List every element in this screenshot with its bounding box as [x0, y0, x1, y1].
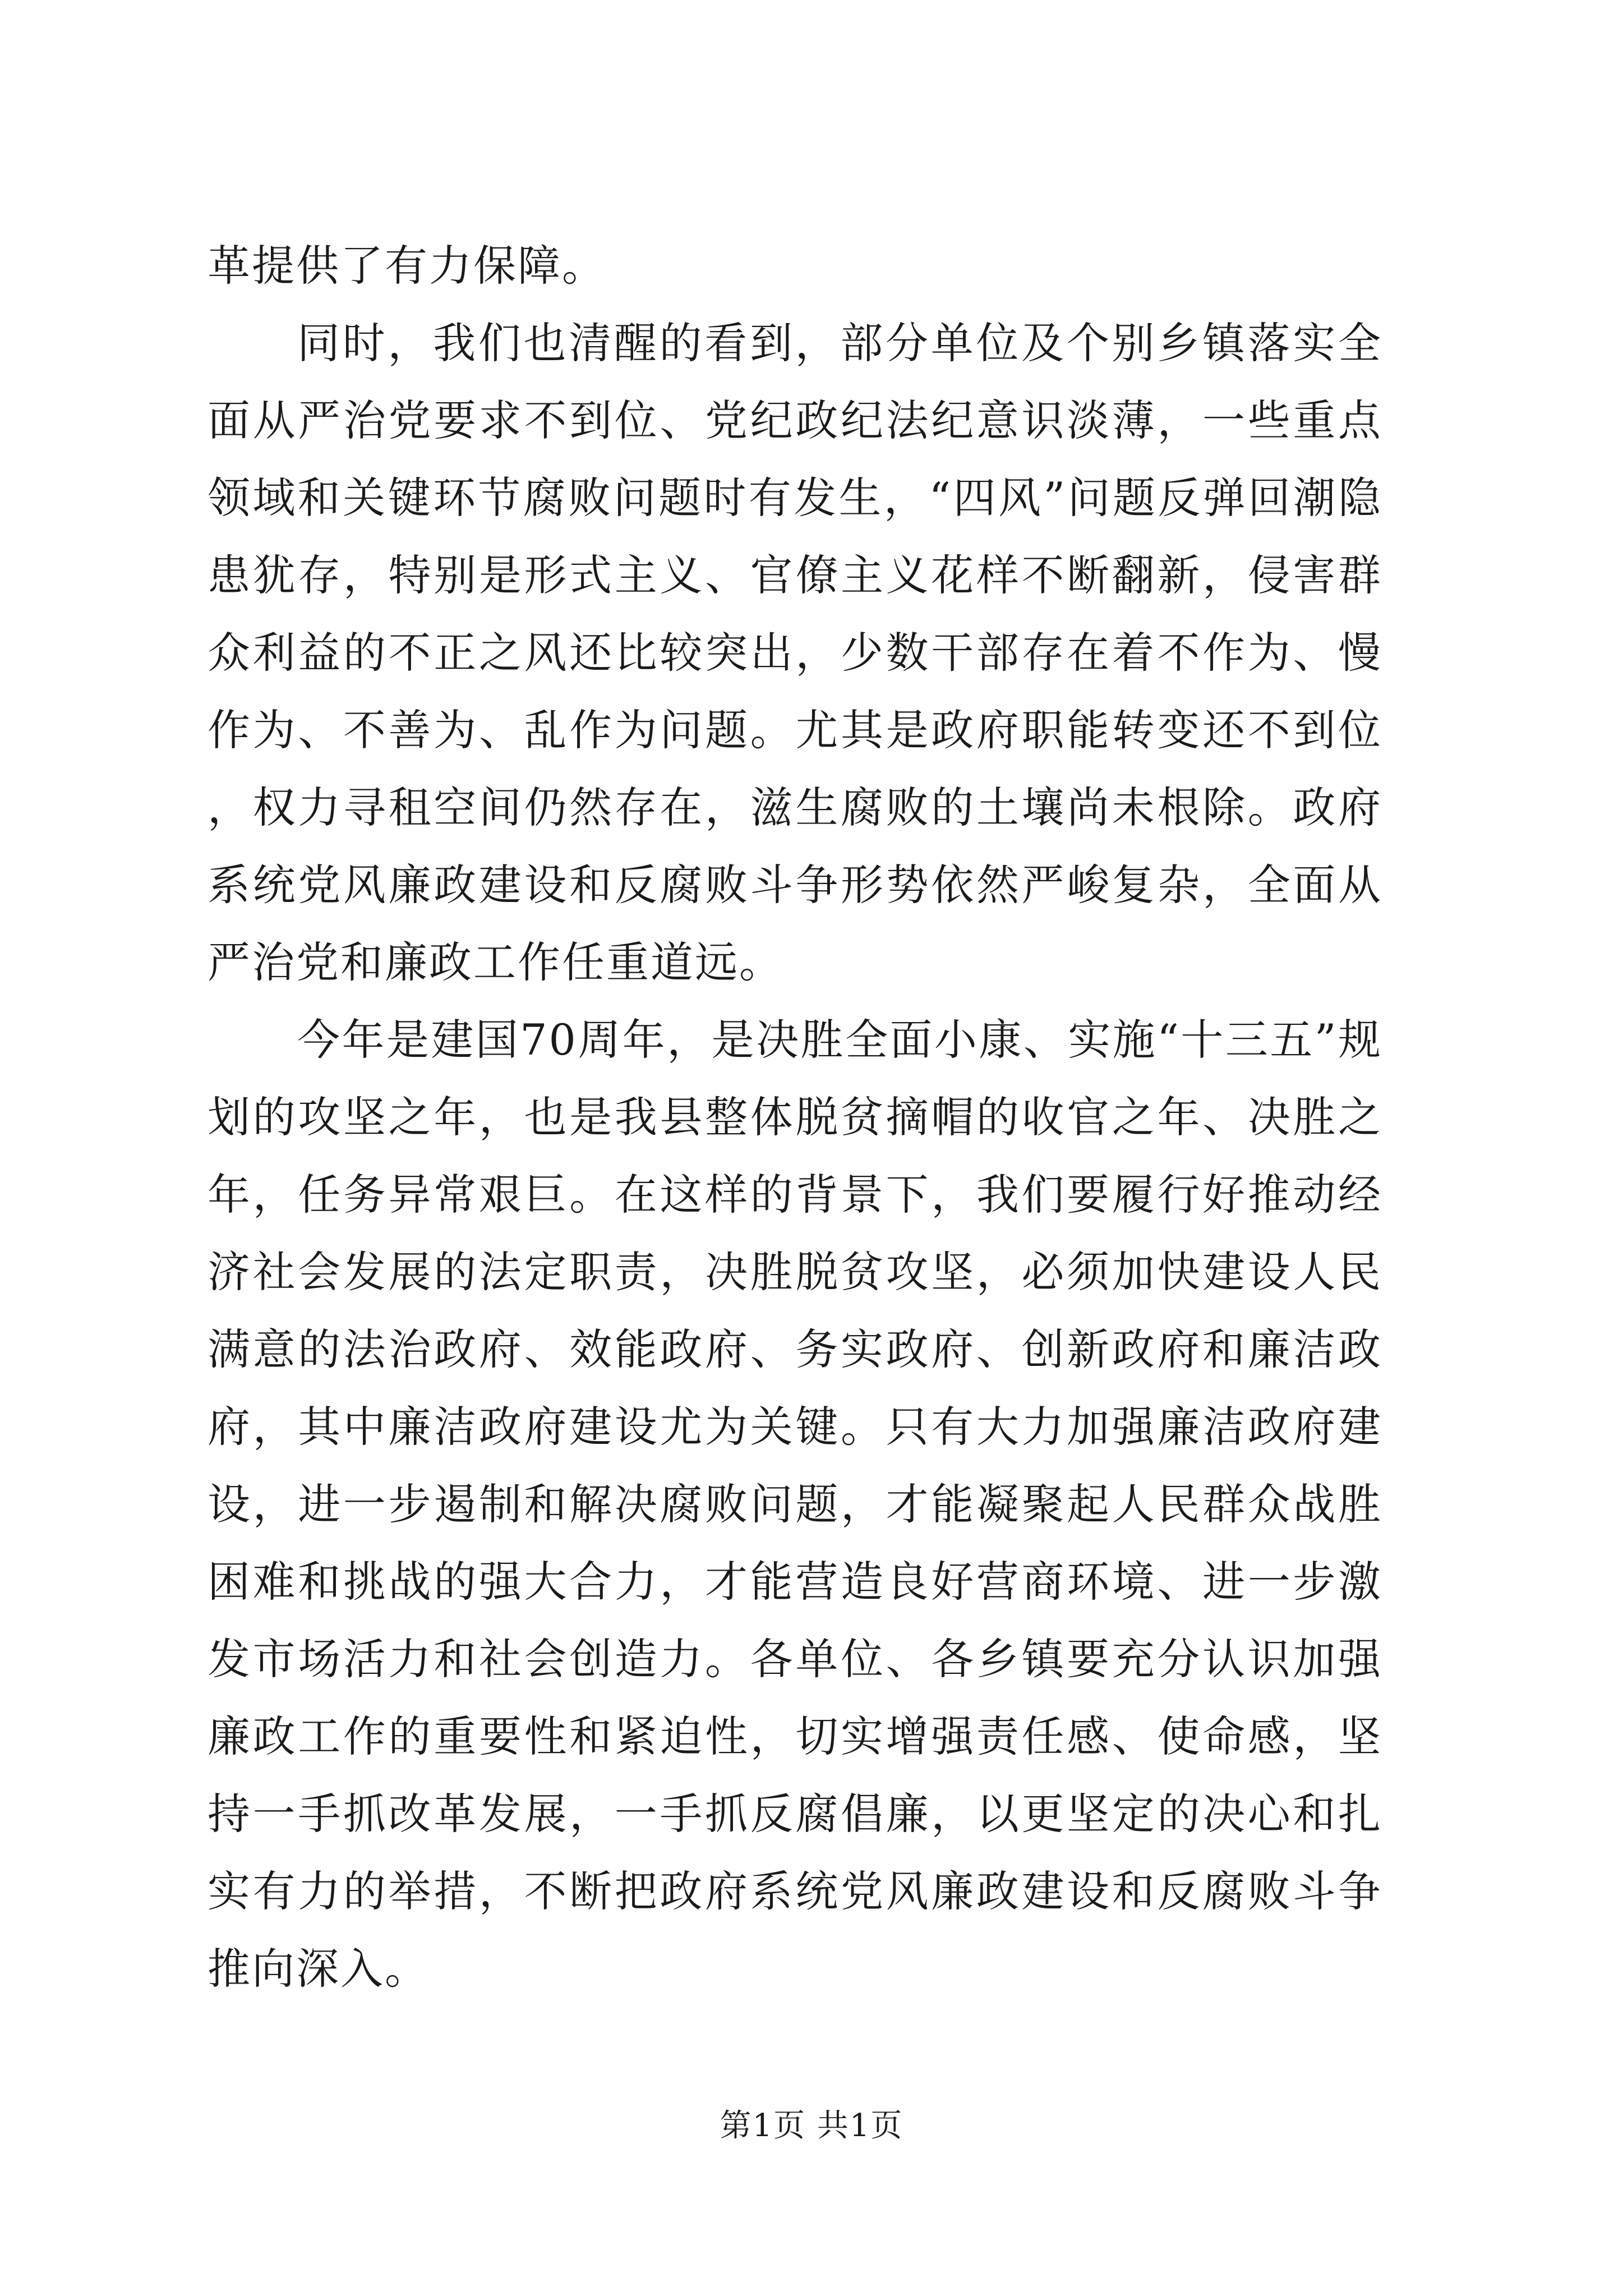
- paragraph-continuation: 革提供了有力保障。: [208, 241, 606, 291]
- page-footer: 第1页 共1页: [720, 2108, 903, 2144]
- paragraph-this-year: 今年是建国70周年，是决胜全面小康、实施“十三五”规划的攻坚之年，也是我县整体脱贫摘帽的收官之年、决胜之年，任务异常艰巨。在这样的背景下，我们要履行好推动经济社会发展的法定职责，决胜脱贫攻坚，必须加快建设人民满意的法治政府、效能政府、务实政府、创新政府和廉洁政府，其中廉洁政府建设尤为关键。只有大力加强廉洁政府建设，进一步遏制和解决腐败问题，才能凝聚起人民群众战胜困难和挑战的强大合力，才能营造良好营商环境、进一步激发市场活力和社会创造力。各单位、各乡镇要充分认识加强廉政工作的重要性和紧迫性，切实增强责任感、使命感，坚持一手抓改革发展，一手抓反腐倡廉，以更坚定的决心和扎实有力的举措，不断把政府系统党风廉政建设和反腐败斗争推向深入。: [208, 1015, 1382, 1994]
- paragraph-situation: 同时，我们也清醒的看到，部分单位及个别乡镇落实全面从严治党要求不到位、党纪政纪法纪意识淡薄，一些重点领域和关键环节腐败问题时有发生，“四风”问题反弹回潮隐患犹存，特别是形式主义、官僚主义花样不断翻新，侵害群众利益的不正之风还比较突出，少数干部存在着不作为、慢作为、不善为、乱作为问题。尤其是政府职能转变还不到位，权力寻租空间仍然存在，滋生腐败的土壤尚未根除。政府系统党风廉政建设和反腐败斗争形势依然严峻复杂，全面从严治党和廉政工作任重道远。: [208, 318, 1382, 987]
- document-body: [208, 227, 1382, 2008]
